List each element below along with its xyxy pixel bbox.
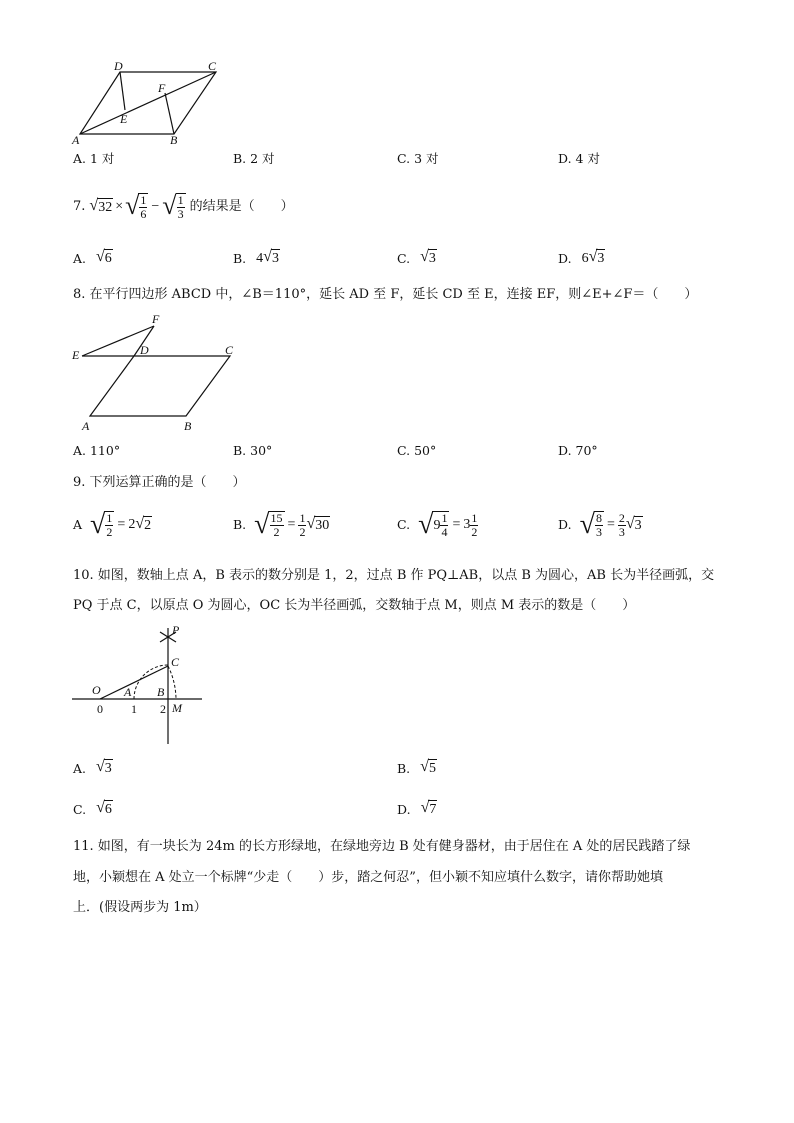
q8-option-b: B. 30° xyxy=(233,443,273,458)
q10-option-d-value: 7 xyxy=(429,802,437,817)
q8-parallelogram-figure xyxy=(68,312,248,436)
q6-option-d: D. 4 对 xyxy=(558,151,600,166)
q9-option-d-formula: √ $\frac{8}{3}$ = $\frac{2}{3}$ √ 3 xyxy=(579,509,642,540)
q10-option-c-value: 6 xyxy=(104,802,112,817)
q7-number: 7. xyxy=(73,199,86,214)
q8-label-c: C xyxy=(225,343,234,357)
q10-label-b: B xyxy=(157,685,165,699)
q6-option-b: B. 2 对 xyxy=(233,151,275,166)
q8-option-c: C. 50° xyxy=(397,443,437,458)
q10-option-b-label: B. xyxy=(397,760,411,776)
q8-option-a: A. 110° xyxy=(73,443,121,458)
q7-option-c-label: C. xyxy=(397,250,411,266)
q11-stem-line1: 11. 如图，有一块长为 24m 的长方形绿地，在绿地旁边 B 处有健身器材，由于居住在 A 处的居民践踏了绿 xyxy=(73,839,691,854)
q9-option-a-formula: √ $\frac{1}{2}$ = 2 √ 2 xyxy=(90,509,152,540)
q7-option-d-coef: 6 xyxy=(581,250,589,266)
q8-label-d: D xyxy=(140,343,149,357)
q10-option-a: A. √ 3 xyxy=(73,758,112,776)
q7-option-c-value: 3 xyxy=(428,251,436,266)
q10-option-b: B. √ 5 xyxy=(397,758,436,776)
q10-tick-2: 2 xyxy=(160,702,166,716)
q8-label-b: B xyxy=(184,419,192,433)
q10-tick-0: 0 xyxy=(97,702,103,716)
q6-label-c: C xyxy=(208,59,217,73)
q7-option-a-label: A. xyxy=(73,250,87,266)
q10-number-line-figure xyxy=(68,622,208,746)
q7-question-tail: 的结果是（ ） xyxy=(189,199,294,214)
q8-stem: 8. 在平行四边形 ABCD 中，∠B＝110°，延长 AD 至 F，延长 CD 至 E，连接 EF，则∠E+∠F＝（ ） xyxy=(73,287,698,302)
q10-option-b-value: 5 xyxy=(428,761,436,776)
q9-option-a-label: A xyxy=(73,517,83,532)
q10-label-m: M xyxy=(172,701,182,715)
q11-stem-line2: 地，小颖想在 A 处立一个标牌“少走（ ）步，踏之何忍”，但小颖不知应填什么数字，请你帮助她填 xyxy=(73,870,663,885)
q8-option-d: D. 70° xyxy=(558,443,598,458)
q7-stem xyxy=(73,193,294,221)
q9-option-a xyxy=(73,511,152,539)
q9-option-c-label: C. xyxy=(397,517,411,532)
q7-option-d: D. 6 √ 3 xyxy=(558,248,605,266)
q10-option-a-value: 3 xyxy=(104,761,112,776)
q9-option-c-formula: √ 9 $\frac{1}{4}$ = 3 $\frac{1}{2}$ xyxy=(418,509,478,540)
q8-label-f: F xyxy=(152,312,160,326)
q9-option-b-formula: √ $\frac{15}{2}$ = $\frac{1}{2}$ √ 30 xyxy=(254,509,330,540)
q7-option-b-label: B. xyxy=(233,250,247,266)
q7-option-d-label: D. xyxy=(558,250,572,266)
q7-option-d-value: 3 xyxy=(597,251,605,266)
q6-label-d: D xyxy=(114,59,123,73)
q6-label-f: F xyxy=(158,81,166,95)
q9-option-b-label: B. xyxy=(233,517,247,532)
q10-label-c: C xyxy=(171,655,180,669)
q9-option-c xyxy=(397,511,478,539)
q10-option-c: C. √ 6 xyxy=(73,799,112,817)
q11-stem-line3: 上．(假设两步为 1m） xyxy=(73,900,207,915)
q10-option-d: D. √ 7 xyxy=(397,799,437,817)
q7-expression: √ 32 × √ $\frac{1}{6}$ − √ $\frac{1}{3}$ xyxy=(89,191,184,221)
q6-option-c: C. 3 对 xyxy=(397,151,439,166)
q10-label-p: P xyxy=(172,623,180,637)
q7-option-b-coef: 4 xyxy=(256,250,264,266)
q6-label-b: B xyxy=(170,133,178,147)
q10-stem-line2: PQ 于点 C，以原点 O 为圆心，OC 长为半径画弧，交数轴于点 M，则点 M 表示的数是（ ） xyxy=(73,598,636,613)
q7-option-c: C. √ 3 xyxy=(397,248,436,266)
q9-option-d-label: D. xyxy=(558,517,572,532)
q10-tick-1: 1 xyxy=(131,702,137,716)
q6-option-a: A. 1 对 xyxy=(73,151,115,166)
q10-option-d-label: D. xyxy=(397,801,411,817)
q6-parallelogram-figure xyxy=(68,58,228,150)
q9-option-d xyxy=(558,511,643,539)
q9-option-b xyxy=(233,511,330,539)
q6-label-a: A xyxy=(72,133,80,147)
q8-label-a: A xyxy=(82,419,90,433)
q7-option-a-value: 6 xyxy=(104,251,112,266)
q10-option-a-label: A. xyxy=(73,760,87,776)
q6-label-e: E xyxy=(120,112,128,126)
q10-stem-line1: 10. 如图，数轴上点 A，B 表示的数分别是 1，2，过点 B 作 PQ⊥AB，以点 B 为圆心，AB 长为半径画弧，交 xyxy=(73,568,715,583)
q7-option-b: B. 4 √ 3 xyxy=(233,248,279,266)
q7-option-b-value: 3 xyxy=(271,251,279,266)
q8-label-e: E xyxy=(72,348,80,362)
q10-label-a: A xyxy=(124,685,132,699)
q9-stem: 9. 下列运算正确的是（ ） xyxy=(73,475,246,490)
q10-label-o: O xyxy=(92,683,101,697)
q7-option-a: A. √ 6 xyxy=(73,248,112,266)
q10-option-c-label: C. xyxy=(73,801,87,817)
